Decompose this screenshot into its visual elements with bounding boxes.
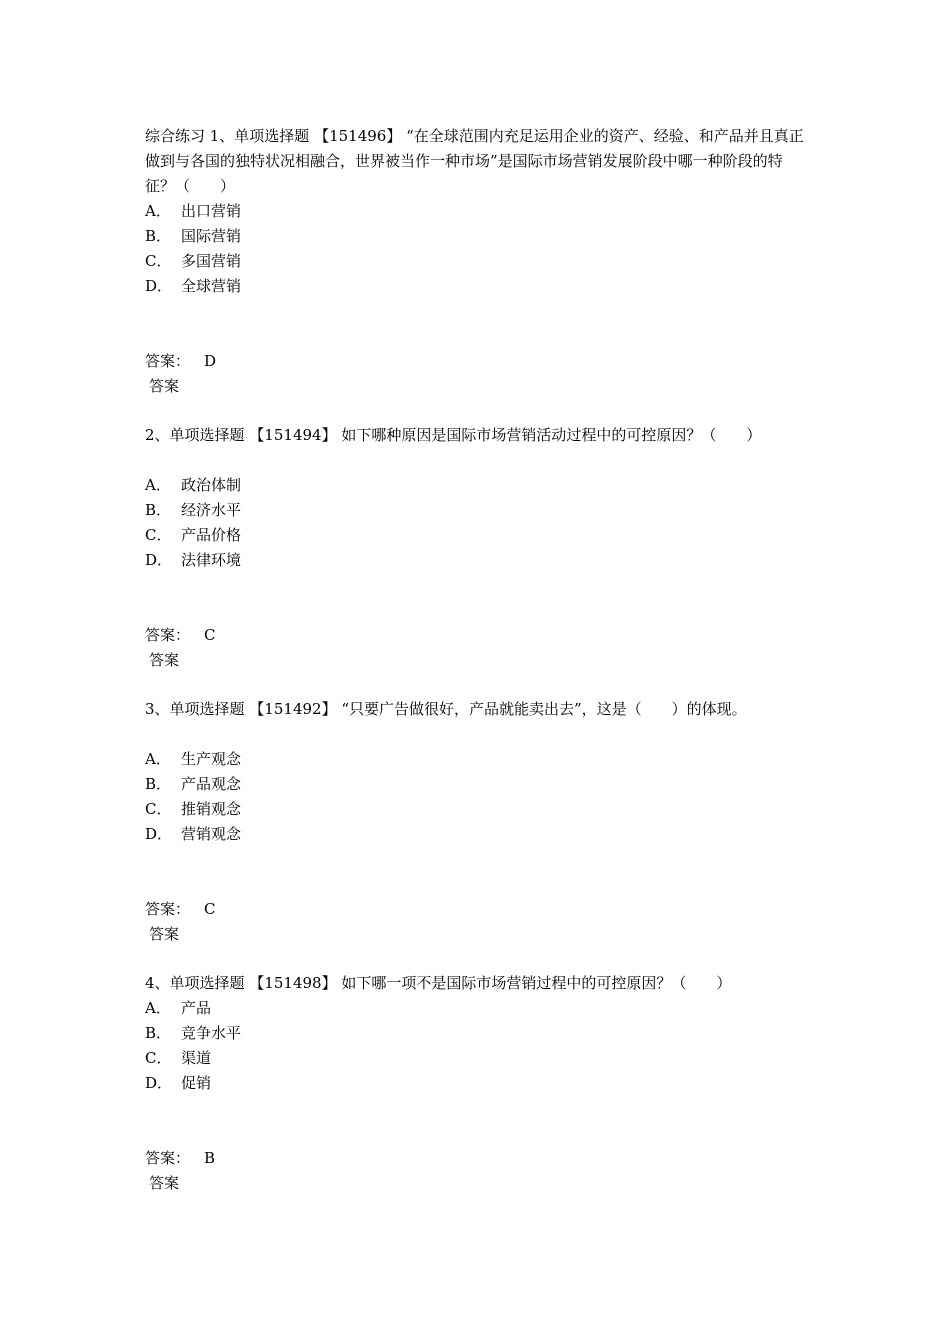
question-4-answer [145,1146,825,1196]
option-text: 产品观念 [181,775,242,793]
option-label: C． [145,526,172,544]
answer-line [145,897,825,922]
option-text: 国际营销 [181,227,242,245]
option-text: 经济水平 [181,501,242,519]
option-b [145,498,825,523]
option-label: C． [145,1049,172,1067]
question-1-options [145,199,825,299]
answer-value: C [204,626,216,644]
option-c [145,523,825,548]
option-d [145,1071,825,1096]
option-label: B． [145,775,172,793]
option-c [145,249,825,274]
option-label: A． [145,750,171,768]
option-text: 营销观念 [181,825,242,843]
question-3-text: 3、单项选择题 【151492】 “只要广告做很好，产品就能卖出去”，这是（ ）的体现。 [145,700,747,718]
option-text: 法律环境 [181,551,242,569]
option-d [145,548,825,573]
answer-note: 答案 [149,1174,180,1192]
option-b [145,1021,825,1046]
question-4-text: 4、单项选择题 【151498】 如下哪一项不是国际市场营销过程中的可控原因？（ ） [145,974,732,992]
option-b [145,772,825,797]
question-1-text: 综合练习 1、单项选择题 【151496】 “在全球范围内充足运用企业的资产、经验、和产品并且真正做到与各国的独特状况相融合，世界被当作一种市场”是国际市场营销发展阶段中哪一种阶段的特征？（ ） [145,127,804,195]
answer-line [145,623,825,648]
answer-label: 答案： [145,1149,191,1167]
question-3-answer [145,897,825,947]
answer-note: 答案 [149,925,180,943]
option-b [145,224,825,249]
question-4-options [145,996,825,1096]
option-label: D． [145,825,173,843]
option-label: A． [145,476,171,494]
option-label: B． [145,501,172,519]
option-label: C． [145,800,172,818]
option-d [145,274,825,299]
answer-label: 答案： [145,626,191,644]
answer-line [145,1146,825,1171]
answer-value: C [204,900,216,918]
option-text: 产品 [181,999,212,1017]
option-c [145,1046,825,1071]
answer-note: 答案 [149,377,180,395]
question-2-answer [145,623,825,673]
option-label: A． [145,999,171,1017]
answer-value: D [204,352,217,370]
option-text: 生产观念 [181,750,242,768]
question-2-options [145,473,825,573]
answer-line [145,349,825,374]
option-text: 推销观念 [181,800,242,818]
option-text: 竞争水平 [181,1024,242,1042]
option-label: D． [145,1074,173,1092]
option-label: C． [145,252,172,270]
option-text: 政治体制 [181,476,242,494]
question-4 [145,971,825,996]
option-text: 多国营销 [181,252,242,270]
answer-note: 答案 [149,651,180,669]
option-text: 全球营销 [181,277,242,295]
question-1 [145,124,825,199]
option-text: 促销 [181,1074,212,1092]
option-label: D． [145,277,173,295]
option-a [145,199,825,224]
question-1-answer [145,349,825,399]
option-label: D． [145,551,173,569]
answer-value: B [204,1149,216,1167]
option-d [145,822,825,847]
question-3 [145,697,825,722]
option-label: A． [145,202,171,220]
option-label: B． [145,227,172,245]
option-a [145,996,825,1021]
answer-label: 答案： [145,352,191,370]
option-text: 出口营销 [181,202,242,220]
option-a [145,473,825,498]
question-2-text: 2、单项选择题 【151494】 如下哪种原因是国际市场营销活动过程中的可控原因？（ ） [145,426,762,444]
option-a [145,747,825,772]
answer-label: 答案： [145,900,191,918]
question-2 [145,423,825,448]
option-text: 渠道 [181,1049,212,1067]
question-3-options [145,747,825,847]
option-c [145,797,825,822]
option-text: 产品价格 [181,526,242,544]
option-label: B． [145,1024,172,1042]
